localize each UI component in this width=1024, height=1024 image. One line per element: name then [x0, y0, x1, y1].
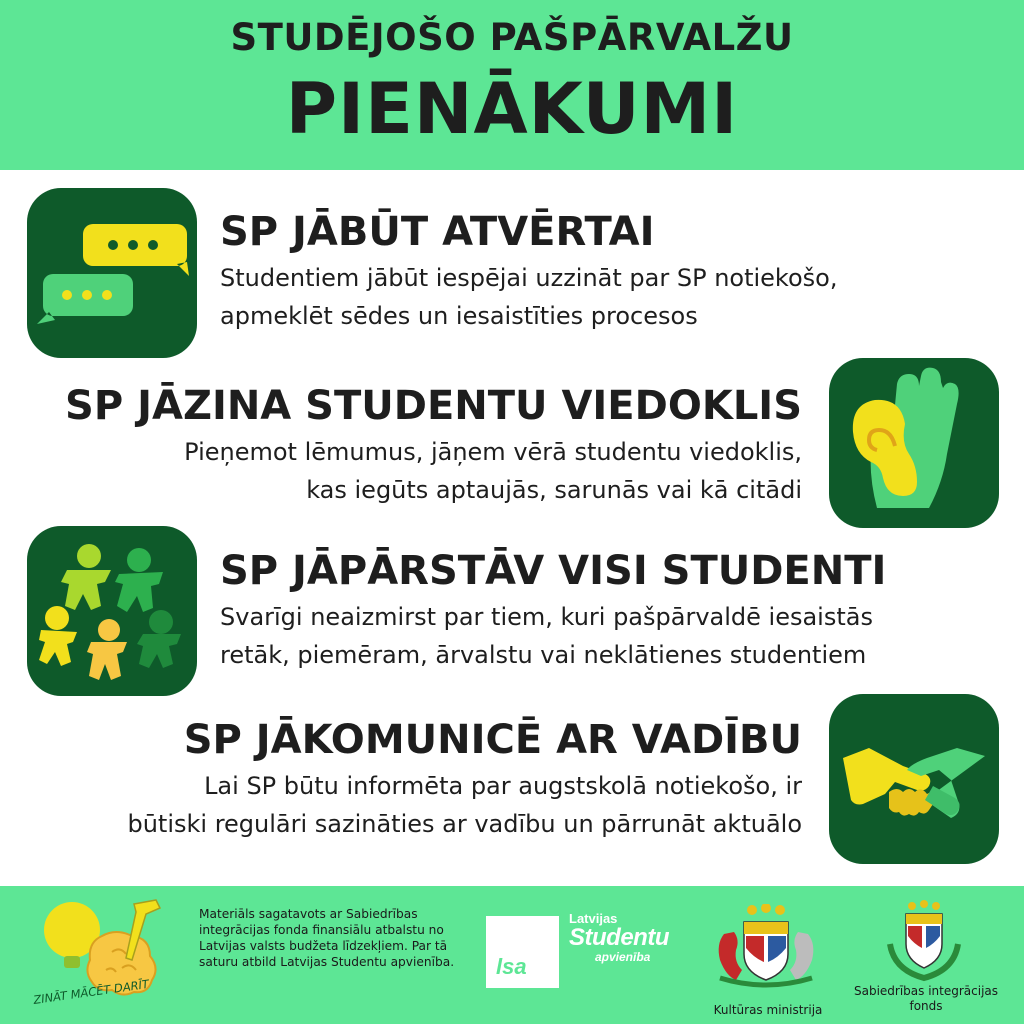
duty-opinion-line1: Pieņemot lēmumus, jāņem vērā studentu viedoklis, — [184, 438, 802, 466]
lsa-wordmark — [569, 912, 689, 964]
duty-management-description — [127, 767, 802, 843]
duty-opinion-block — [65, 382, 802, 509]
header-banner — [0, 0, 1024, 170]
footer-band — [0, 886, 1024, 1024]
duty-opinion-line2: kas iegūts aptaujās, sarunās vai kā citādi — [306, 476, 802, 504]
page-title-line1: STUDĒJOŠO PAŠPĀRVALŽU — [230, 16, 794, 59]
ministry-coat-of-arms-icon — [706, 904, 826, 988]
duty-open-title: SP JĀBŪT ATVĒRTAI — [220, 209, 655, 255]
chat-bubbles-icon — [27, 188, 197, 358]
fund-caption-line2: fonds — [909, 999, 943, 1013]
fund-coat-of-arms-icon — [882, 900, 966, 984]
duty-represent-line2: retāk, piemēram, ārvalstu vai neklātienes studentiem — [220, 641, 867, 669]
page-title-line2: PIENĀKUMI — [285, 68, 739, 150]
lsa-mark-text: lsa — [496, 954, 527, 979]
lsa-line2: Studentu — [569, 924, 669, 951]
duty-management-block — [127, 716, 802, 843]
zinat-macet-darit-logo — [28, 896, 188, 1016]
duty-opinion-description — [65, 433, 802, 509]
people-circle-icon — [27, 526, 197, 696]
duty-open-line2: apmeklēt sēdes un iesaistīties procesos — [220, 302, 698, 330]
duty-represent-block — [220, 547, 886, 674]
duty-management-line1: Lai SP būtu informēta par augstskolā notiekošo, ir — [204, 772, 802, 800]
ministry-caption: Kultūras ministrija — [713, 1003, 823, 1017]
fund-caption — [846, 984, 1006, 1014]
duty-open-line1: Studentiem jābūt iespējai uzzināt par SP notiekošo, — [220, 264, 838, 292]
lsa-logo-mark — [486, 916, 559, 988]
duty-opinion-title: SP JĀZINA STUDENTU VIEDOKLIS — [65, 383, 802, 429]
lsa-line1: Latvijas — [569, 911, 618, 926]
duty-open-description — [220, 259, 837, 335]
listening-ear-hand-icon — [829, 358, 999, 528]
duty-represent-title: SP JĀPĀRSTĀV VISI STUDENTI — [220, 548, 887, 594]
handshake-icon — [829, 694, 999, 864]
duty-management-title: SP JĀKOMUNICĒ AR VADĪBU — [183, 717, 802, 763]
logo-zinat-text: ZINĀT MĀCĒT DARĪT — [32, 976, 150, 1007]
lsa-line3: apvienība — [595, 950, 651, 964]
funding-note: Materiāls sagatavots ar Sabiedrības integrācijas fonda finansiālu atbalstu no Latvijas valsts budžeta līdzekļiem. Par tā saturu atbild Latvijas Studentu apvienība. — [199, 907, 455, 969]
duty-open-block — [220, 208, 837, 335]
fund-caption-line1: Sabiedrības integrācijas — [853, 984, 999, 998]
duty-represent-description — [220, 598, 886, 674]
duty-management-line2: būtiski regulāri sazināties ar vadību un pārrunāt aktuālo — [127, 810, 802, 838]
duty-represent-line1: Svarīgi neaizmirst par tiem, kuri pašpārvaldē iesaistās — [220, 603, 873, 631]
